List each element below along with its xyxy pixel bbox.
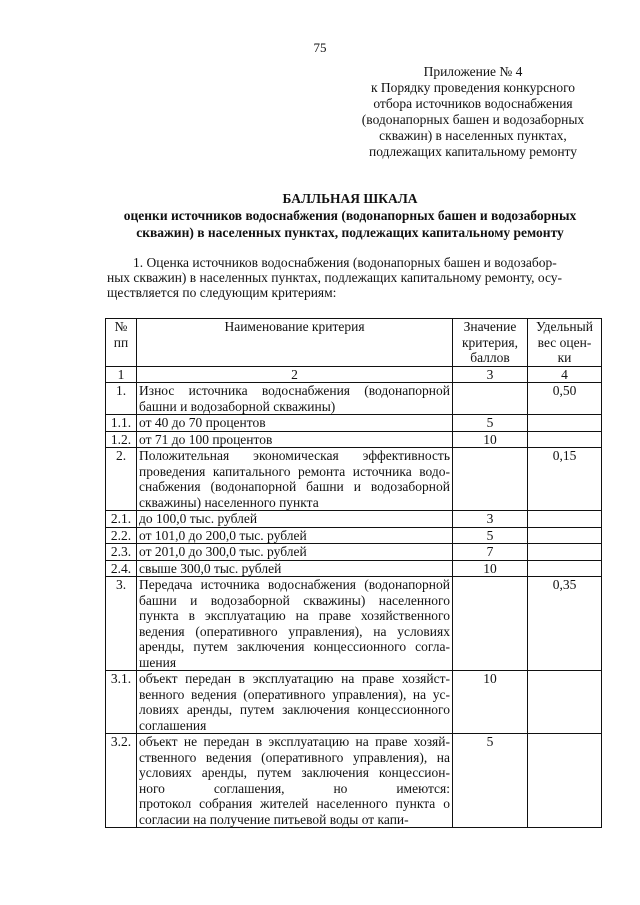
- criterion-line: башни и водозаборной скважины) населенного: [139, 592, 450, 608]
- header-line: Значение: [463, 319, 517, 334]
- intro-line: ществляется по следующим критериям:: [107, 285, 337, 300]
- table-row: [106, 671, 602, 734]
- table-row: [106, 560, 602, 577]
- criterion-value: 10: [453, 431, 528, 448]
- criterion-line: от 71 до 100 процентов: [139, 431, 273, 447]
- criterion-value: 10: [453, 560, 528, 577]
- header-line: ки: [557, 350, 572, 365]
- row-number: 3.1.: [106, 671, 137, 734]
- criterion-weight: [528, 431, 602, 448]
- criterion-line: соглашения: [139, 717, 207, 733]
- row-number: 3.: [106, 577, 137, 671]
- header-num: [106, 319, 137, 367]
- table-row: [106, 431, 602, 448]
- appendix-line: скважин) в населенных пунктах,: [379, 128, 567, 143]
- row-number: 1.2.: [106, 431, 137, 448]
- criterion-value: 5: [453, 415, 528, 432]
- row-number: 3.2.: [106, 734, 137, 828]
- table-row: [106, 511, 602, 528]
- appendix-line: отбора источников водоснабжения: [373, 96, 573, 111]
- criterion-value: [453, 448, 528, 511]
- criterion-line: ловиях аренды, путем заключения концессионного: [139, 702, 450, 717]
- column-number: 4: [528, 366, 602, 383]
- criterion-line: от 40 до 70 процентов: [139, 415, 266, 430]
- criterion-value: [453, 383, 528, 415]
- criterion-line: условиях аренды, путем заключения концессион-: [139, 765, 450, 780]
- criterion-line: ведения (оперативного управления), на условиях: [139, 623, 450, 639]
- criterion-value: 10: [453, 671, 528, 734]
- column-number-row: [106, 366, 602, 383]
- row-number: 2.4.: [106, 560, 137, 577]
- table-row: [106, 734, 602, 828]
- title-heading: БАЛЛЬНАЯ ШКАЛА: [282, 191, 418, 206]
- intro-line: ных скважин) в населенных пунктах, подлежащих капитальному ремонту, осу-: [107, 270, 563, 285]
- header-line: №: [114, 319, 128, 334]
- header-line: пп: [113, 334, 129, 350]
- table-row: [106, 577, 602, 671]
- appendix-line: подлежащих капитальному ремонту: [368, 144, 578, 159]
- criterion-weight: [528, 560, 602, 577]
- appendix-line: к Порядку проведения конкурсного: [370, 80, 576, 95]
- criterion-line: башни и водозаборной скважины): [139, 398, 336, 414]
- row-number: 1.1.: [106, 415, 137, 432]
- criterion-name: [137, 544, 453, 561]
- criterion-name: [137, 577, 453, 671]
- header-line: баллов: [470, 350, 510, 365]
- criterion-weight: [528, 511, 602, 528]
- criterion-weight: [528, 544, 602, 561]
- table-row: [106, 448, 602, 511]
- criterion-line: проведения капитального ремонта источника водо-: [139, 463, 450, 479]
- criterion-line: Износ источника водоснабжения (водонапорной: [139, 383, 450, 398]
- criterion-weight: 0,15: [528, 448, 602, 511]
- criterion-line: ственного ведения (оперативного управления), на: [139, 749, 450, 765]
- criterion-weight: [528, 671, 602, 734]
- criterion-value: [453, 577, 528, 671]
- criterion-line: снабжения (водонапорной башни и водозаборной: [139, 479, 450, 494]
- row-number: 1.: [106, 383, 137, 415]
- criterion-name: [137, 431, 453, 448]
- intro-line: 1. Оценка источников водоснабжения (водонапорных башен и водозабор-: [133, 255, 557, 270]
- table-row: [106, 527, 602, 544]
- criterion-name: [137, 527, 453, 544]
- header-name: [137, 319, 453, 367]
- header-line: Наименование критерия: [224, 319, 365, 334]
- criterion-value: 7: [453, 544, 528, 561]
- criterion-value: 3: [453, 511, 528, 528]
- header-value: [453, 319, 528, 367]
- criterion-line: свыше 300,0 тыс. рублей: [139, 560, 282, 576]
- criterion-weight: 0,35: [528, 577, 602, 671]
- header-line: Удельный: [536, 319, 593, 334]
- criterion-line: аренды, путем заключения концессионного согла-: [139, 639, 450, 654]
- table-row: [106, 415, 602, 432]
- criterion-name: [137, 415, 453, 432]
- criterion-value: 5: [453, 734, 528, 828]
- appendix-line: Приложение № 4: [423, 64, 523, 79]
- criterion-line: объект передан в эксплуатацию на праве хозяйст-: [139, 671, 450, 686]
- criterion-line: согласии на получение питьевой воды от капи-: [139, 811, 409, 827]
- criterion-line: скважины) населенного пункта: [139, 494, 319, 510]
- column-number: 2: [137, 366, 453, 383]
- criterion-line: от 201,0 до 300,0 тыс. рублей: [139, 544, 307, 559]
- title-subtitle-line: скважин) в населенных пунктах, подлежащих капитальному ремонту: [136, 225, 564, 240]
- header-line: критерия,: [462, 334, 518, 350]
- criterion-line: ного соглашения, но имеются:: [139, 780, 450, 796]
- criteria-table: [105, 318, 602, 828]
- criterion-weight: [528, 734, 602, 828]
- table-row: [106, 544, 602, 561]
- row-number: 2.1.: [106, 511, 137, 528]
- title-subtitle-line: оценки источников водоснабжения (водонапорных башен и водозаборных: [123, 208, 577, 223]
- intro-paragraph: [107, 255, 597, 300]
- criterion-line: Положительная экономическая эффективность: [139, 448, 450, 463]
- criterion-line: объект не передан в эксплуатацию на праве хозяй-: [139, 734, 450, 749]
- criterion-line: протокол собрания жителей населенного пункта о: [139, 796, 450, 811]
- criterion-line: шения: [139, 654, 177, 670]
- criterion-weight: 0,50: [528, 383, 602, 415]
- appendix-block: [330, 64, 616, 160]
- document-title: [0, 190, 640, 241]
- header-weight: [528, 319, 602, 367]
- criterion-line: до 100,0 тыс. рублей: [139, 511, 258, 526]
- criterion-name: [137, 671, 453, 734]
- criterion-name: [137, 734, 453, 828]
- column-number: 3: [453, 366, 528, 383]
- criterion-name: [137, 383, 453, 415]
- criterion-name: [137, 448, 453, 511]
- criterion-line: пункта в эксплуатацию на праве хозяйственного: [139, 608, 450, 623]
- table-header-row: [106, 319, 602, 367]
- criterion-line: венного ведения (оперативного управления), на ус-: [139, 686, 450, 702]
- appendix-line: (водонапорных башен и водозаборных: [361, 112, 585, 127]
- criterion-weight: [528, 415, 602, 432]
- criterion-line: Передача источника водоснабжения (водонапорной: [139, 577, 450, 592]
- header-line: вес оцен-: [537, 334, 592, 350]
- row-number: 2.2.: [106, 527, 137, 544]
- criterion-name: [137, 511, 453, 528]
- row-number: 2.3.: [106, 544, 137, 561]
- row-number: 2.: [106, 448, 137, 511]
- table-row: [106, 383, 602, 415]
- criterion-line: от 101,0 до 200,0 тыс. рублей: [139, 527, 307, 543]
- column-number: 1: [106, 366, 137, 383]
- criterion-weight: [528, 527, 602, 544]
- page-number: 75: [313, 40, 327, 55]
- criterion-value: 5: [453, 527, 528, 544]
- criterion-name: [137, 560, 453, 577]
